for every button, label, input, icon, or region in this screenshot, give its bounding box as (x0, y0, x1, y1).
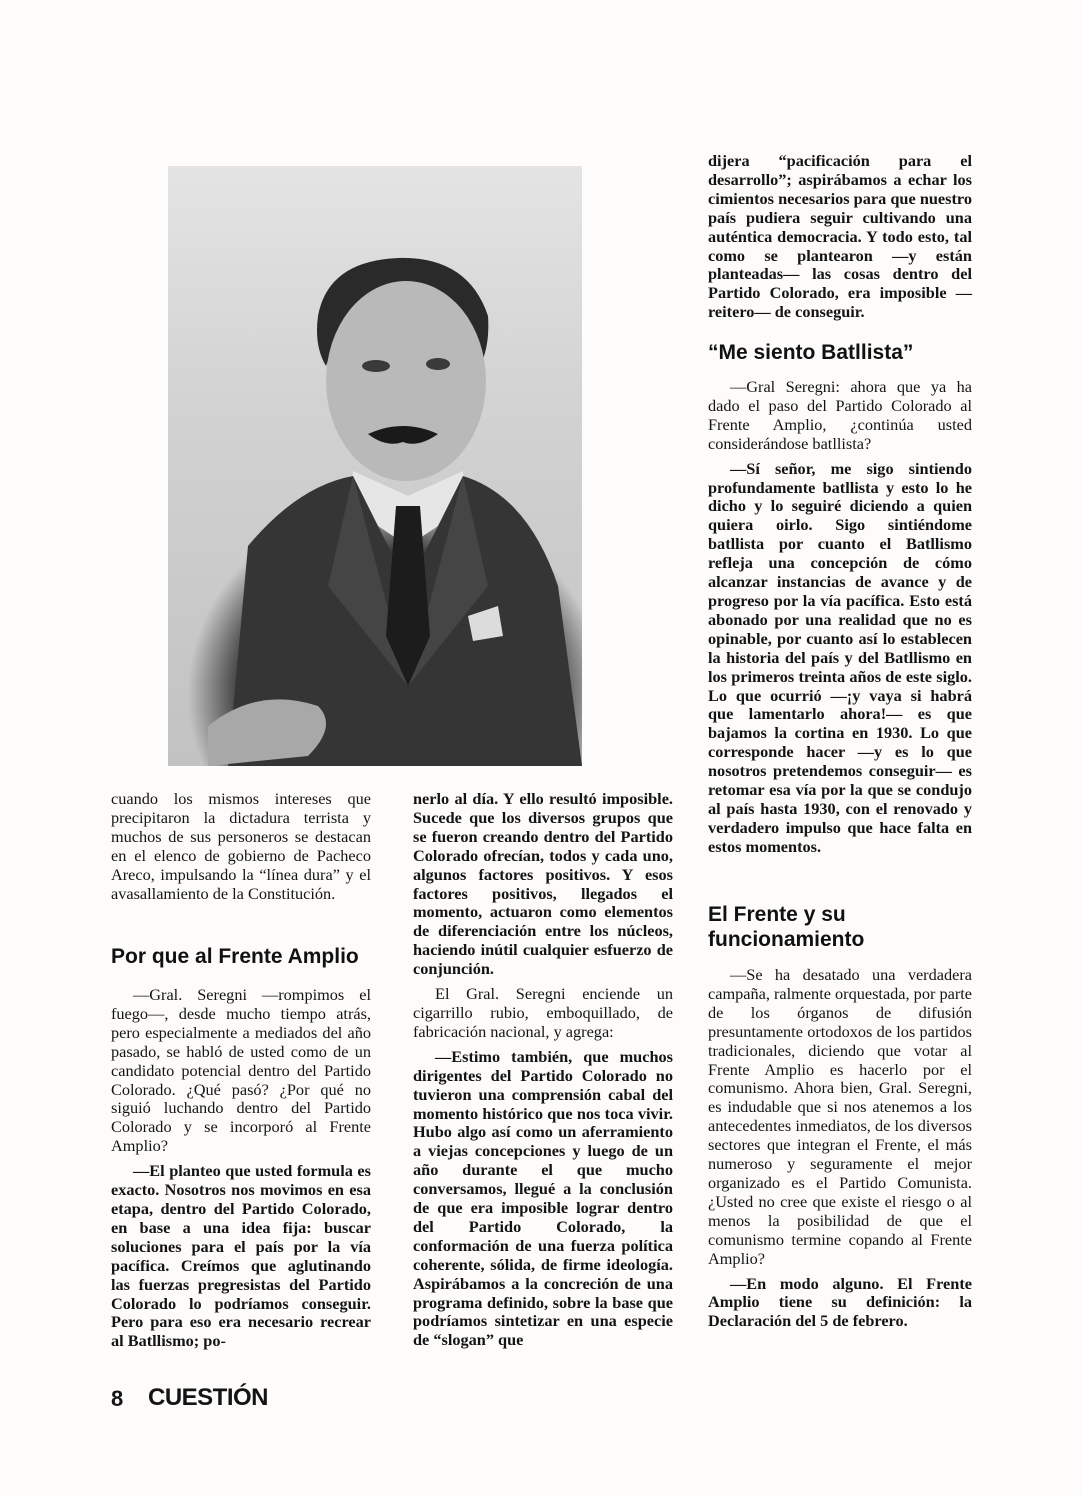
question-batllista: —Gral Seregni: ahora que ya ha dado el paso del Partido Colorado al Frente Amplio, ¿continúa usted considerándose batllista? (708, 377, 972, 453)
column-3-middle (708, 378, 972, 863)
section-heading-batllista: “Me siento Batllista” (708, 341, 914, 364)
column-3-bottom (708, 966, 972, 1337)
col3-lead-paragraph: dijera “pacificación para el desarrollo”; aspirábamos a echar los cimientos necesarios para que nuestro país pudiera seguir cultivando una auténtica democracia. Y todo esto, tal como se plantearon —y están planteadas— las cosas dentro del Partido Colorado, era imposible —reitero— de conseguir. (708, 151, 972, 322)
col2-answer-estimo: —Estimo también, que muchos dirigentes del Partido Colorado no tuvieron una comprensión cabal del momento histórico que nos toca vivir. Hubo algo así como un aferramiento a viejas concepciones y luego de un año durante el que mucho conversamos, llegué a la conclusión de que era imposible lograr dentro del Partido Colorado, la conformación de una fuerza política coherente, sólida, de firme ideología. Aspirábamos a la concreción de una programa definido, sobre la base que podríamos sintetizar en una especie de “slogan” que (413, 1046, 673, 1350)
col2-narration: El Gral. Seregni enciende un cigarrillo rubio, emboquillado, de fabricación nacional, y agrega: (413, 984, 673, 1041)
column-2 (413, 790, 673, 1356)
portrait-photo (168, 166, 582, 766)
column-1-bottom (111, 986, 371, 1357)
page-number: 8 (111, 1386, 124, 1411)
column-3 (708, 152, 972, 328)
section-heading-funcionamiento: El Frente y su funcionamiento (708, 903, 865, 951)
answer-batllista: —Sí señor, me sigo sintiendo profundamente batllista y esto lo he dicho y lo seguiré diciendo a quien quiera oirlo. Sigo sintiéndome batllista por cuanto el Batllismo refleja una concepción de cómo alcanzar instancias de avance y de progreso por la vía pacífica. Esto está abonado por una realidad que no es opinable, por cuanto así lo establecen la historia del país y del Batllismo en los primeros treinta años de este siglo. Lo que ocurrió —¡y vaya si habrá que lamentarlo ahora!— es que bajamos la cortina en 1930. Lo que corresponde hacer —y es lo que nosotros pretendemos conseguir— es retomar esa vía por la que se condujo al país hasta 1930, con el renovado y verdadero impulso que hace falta en estos momentos. (708, 458, 972, 856)
portrait-illustration (168, 166, 582, 766)
magazine-name: CUESTIÓN (148, 1384, 269, 1411)
answer-frente: —El planteo que usted formula es exacto. Nosotros nos movimos en esa etapa, dentro del Partido Colorado, en base a una idea fija: buscar soluciones para el país por la vía pacífica. Creímos que aglutinando las fuerzas pregresistas del Partido Colorado lo podríamos conseguir. Pero para eso era necesario recrear al Batllismo; po- (111, 1161, 371, 1351)
column-1 (111, 790, 371, 909)
question-frente: —Gral. Seregni —rompimos el fuego—, desde mucho tiempo atrás, pero especialmente a mediados del año pasado, se habló de usted como de un candidato potencial dentro del Partido Colorado. ¿Qué pasó? ¿Por qué no siguió luchando dentro del Partido Colorado y se incorporó al Frente Amplio? (111, 985, 371, 1156)
col1-lead-paragraph: cuando los mismos intereses que precipitaron la dictadura terrista y muchos de sus personeros se destacan en el elenco de gobierno de Pacheco Areco, impulsando la “línea dura” y el avasallamiento de la Constitución. (111, 789, 371, 903)
col2-answer-continued: nerlo al día. Y ello resultó imposible. Sucede que los diversos grupos que se fueron creando dentro del Partido Colorado ofrecían, todos y cada uno, algunos factores positivos. Y esos factores positivos, llegados el momento, actuaron como elementos de diferenciación entre los núcleos, haciendo inútil cualquier esfuerzo de conjunción. (413, 789, 673, 979)
section-heading-frente-amplio: Por que al Frente Amplio (111, 945, 359, 968)
answer-comunismo: —En modo alguno. El Frente Amplio tiene su definición: la Declaración del 5 de febrero. (708, 1273, 972, 1331)
question-comunismo: —Se ha desatado una verdadera campaña, ralmente orquestada, por parte de los órganos de difusión presuntamente ortodoxos de los partidos tradicionales, diciendo que votar al Frente Amplio es hacerlo por el comunismo. Ahora bien, Gral. Seregni, es indudable que si nos atenemos a los antecedentes inmediatos, de los diversos sectores que integran el Frente, el más numeroso y seguramente el mejor organizado es el Partido Comunista. ¿Usted no cree que existe el riesgo o al menos la posibilidad de que el comunismo termine copando al Frente Amplio? (708, 965, 972, 1268)
